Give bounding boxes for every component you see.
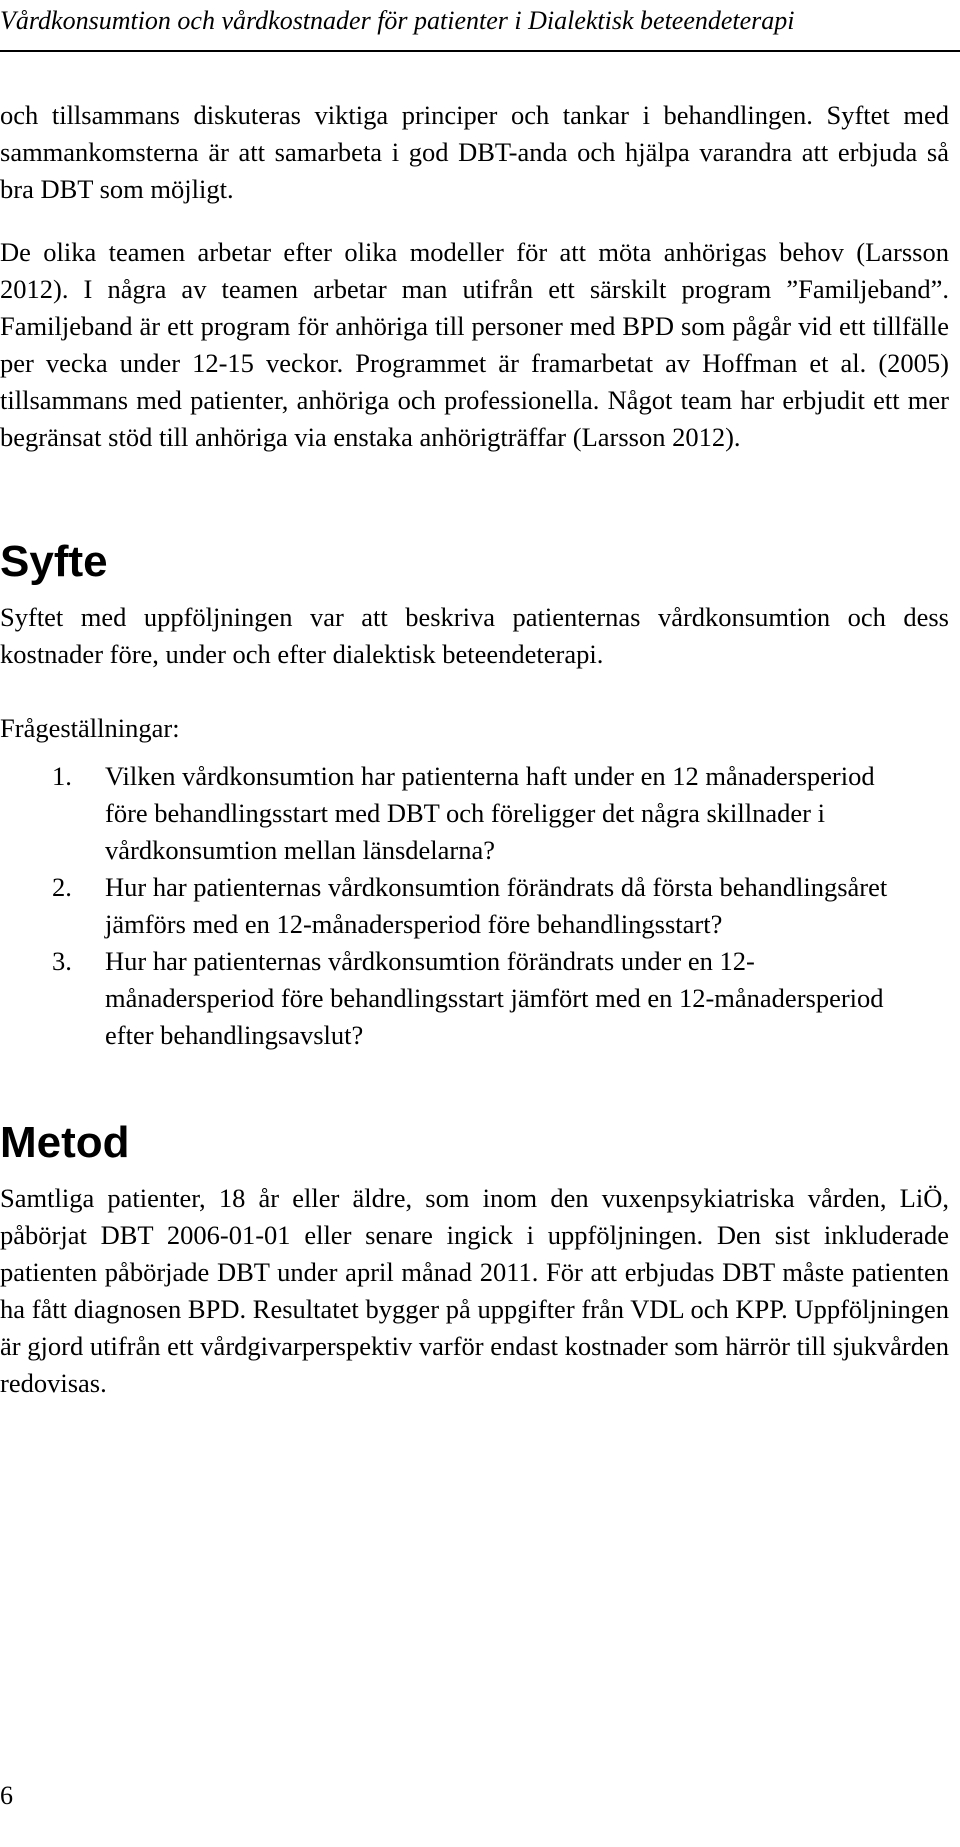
running-header: [0, 0, 960, 52]
questions-label: Frågeställningar:: [0, 713, 180, 743]
question-text: Hur har patienternas vårdkonsumtion förändrats under en 12-månadersperiod före behandlingsstart jämfört med en 12-månadersperiod efter behandlingsavslut?: [105, 946, 884, 1050]
question-item: [0, 869, 949, 943]
metod-paragraph: Samtliga patienter, 18 år eller äldre, som inom den vuxenpsykiatriska vården, LiÖ, påbörjat DBT 2006-01-01 eller senare ingick i uppföljningen. Den sist inkluderade patienten påbörjade DBT under april månad 2011. För att erbjudas DBT måste patienten ha fått diagnosen BPD. Resultatet bygger på uppgifter från VDL och KPP. Uppföljningen är gjord utifrån ett vårdgivarperspektiv varför endast kostnader som härrör till sjukvården redovisas.: [0, 1183, 949, 1398]
question-number: 2.: [52, 872, 72, 902]
section-heading-metod: Metod: [0, 1118, 130, 1167]
section-heading-syfte: Syfte: [0, 537, 108, 586]
running-header-title: Vårdkonsumtion och vårdkostnader för patienter i Dialektisk beteendeterapi: [0, 6, 795, 35]
teams-paragraph: De olika teamen arbetar efter olika modeller för att möta anhörigas behov (Larsson 2012). I några av teamen arbetar man utifrån ett särskilt program ”Familjeband”. Familjeband är ett program för anhöriga till personer med BPD som pågår vid ett tillfälle per vecka under 12-15 veckor. Programmet är framarbetat av Hoffman et al. (2005) tillsammans med patienter, anhöriga och professionella. Något team har erbjudit ett mer begränsat stöd till anhöriga via enstaka anhörigträffar (Larsson 2012).: [0, 237, 949, 452]
questions-list: [0, 758, 949, 1054]
question-text: Hur har patienternas vårdkonsumtion förändrats då första behandlingsåret jämförs med en 12-månadersperiod före behandlingsstart?: [105, 872, 888, 939]
question-text: Vilken vårdkonsumtion har patienterna haft under en 12 månadersperiod före behandlingsstart med DBT och föreligger det några skillnader i vårdkonsumtion mellan länsdelarna?: [105, 761, 875, 865]
question-number: 1.: [52, 761, 72, 791]
page-content: [0, 97, 949, 1402]
intro-paragraph: och tillsammans diskuteras viktiga principer och tankar i behandlingen. Syftet med sammankomsterna är att samarbeta i god DBT-anda och hjälpa varandra att erbjuda så bra DBT som möjligt.: [0, 100, 949, 204]
question-number: 3.: [52, 946, 72, 976]
question-item: [0, 943, 949, 1054]
syfte-paragraph: Syftet med uppföljningen var att beskriva patienternas vårdkonsumtion och dess kostnader före, under och efter dialektisk beteendeterapi.: [0, 602, 949, 669]
page-number: 6: [0, 1781, 13, 1810]
question-item: [0, 758, 949, 869]
